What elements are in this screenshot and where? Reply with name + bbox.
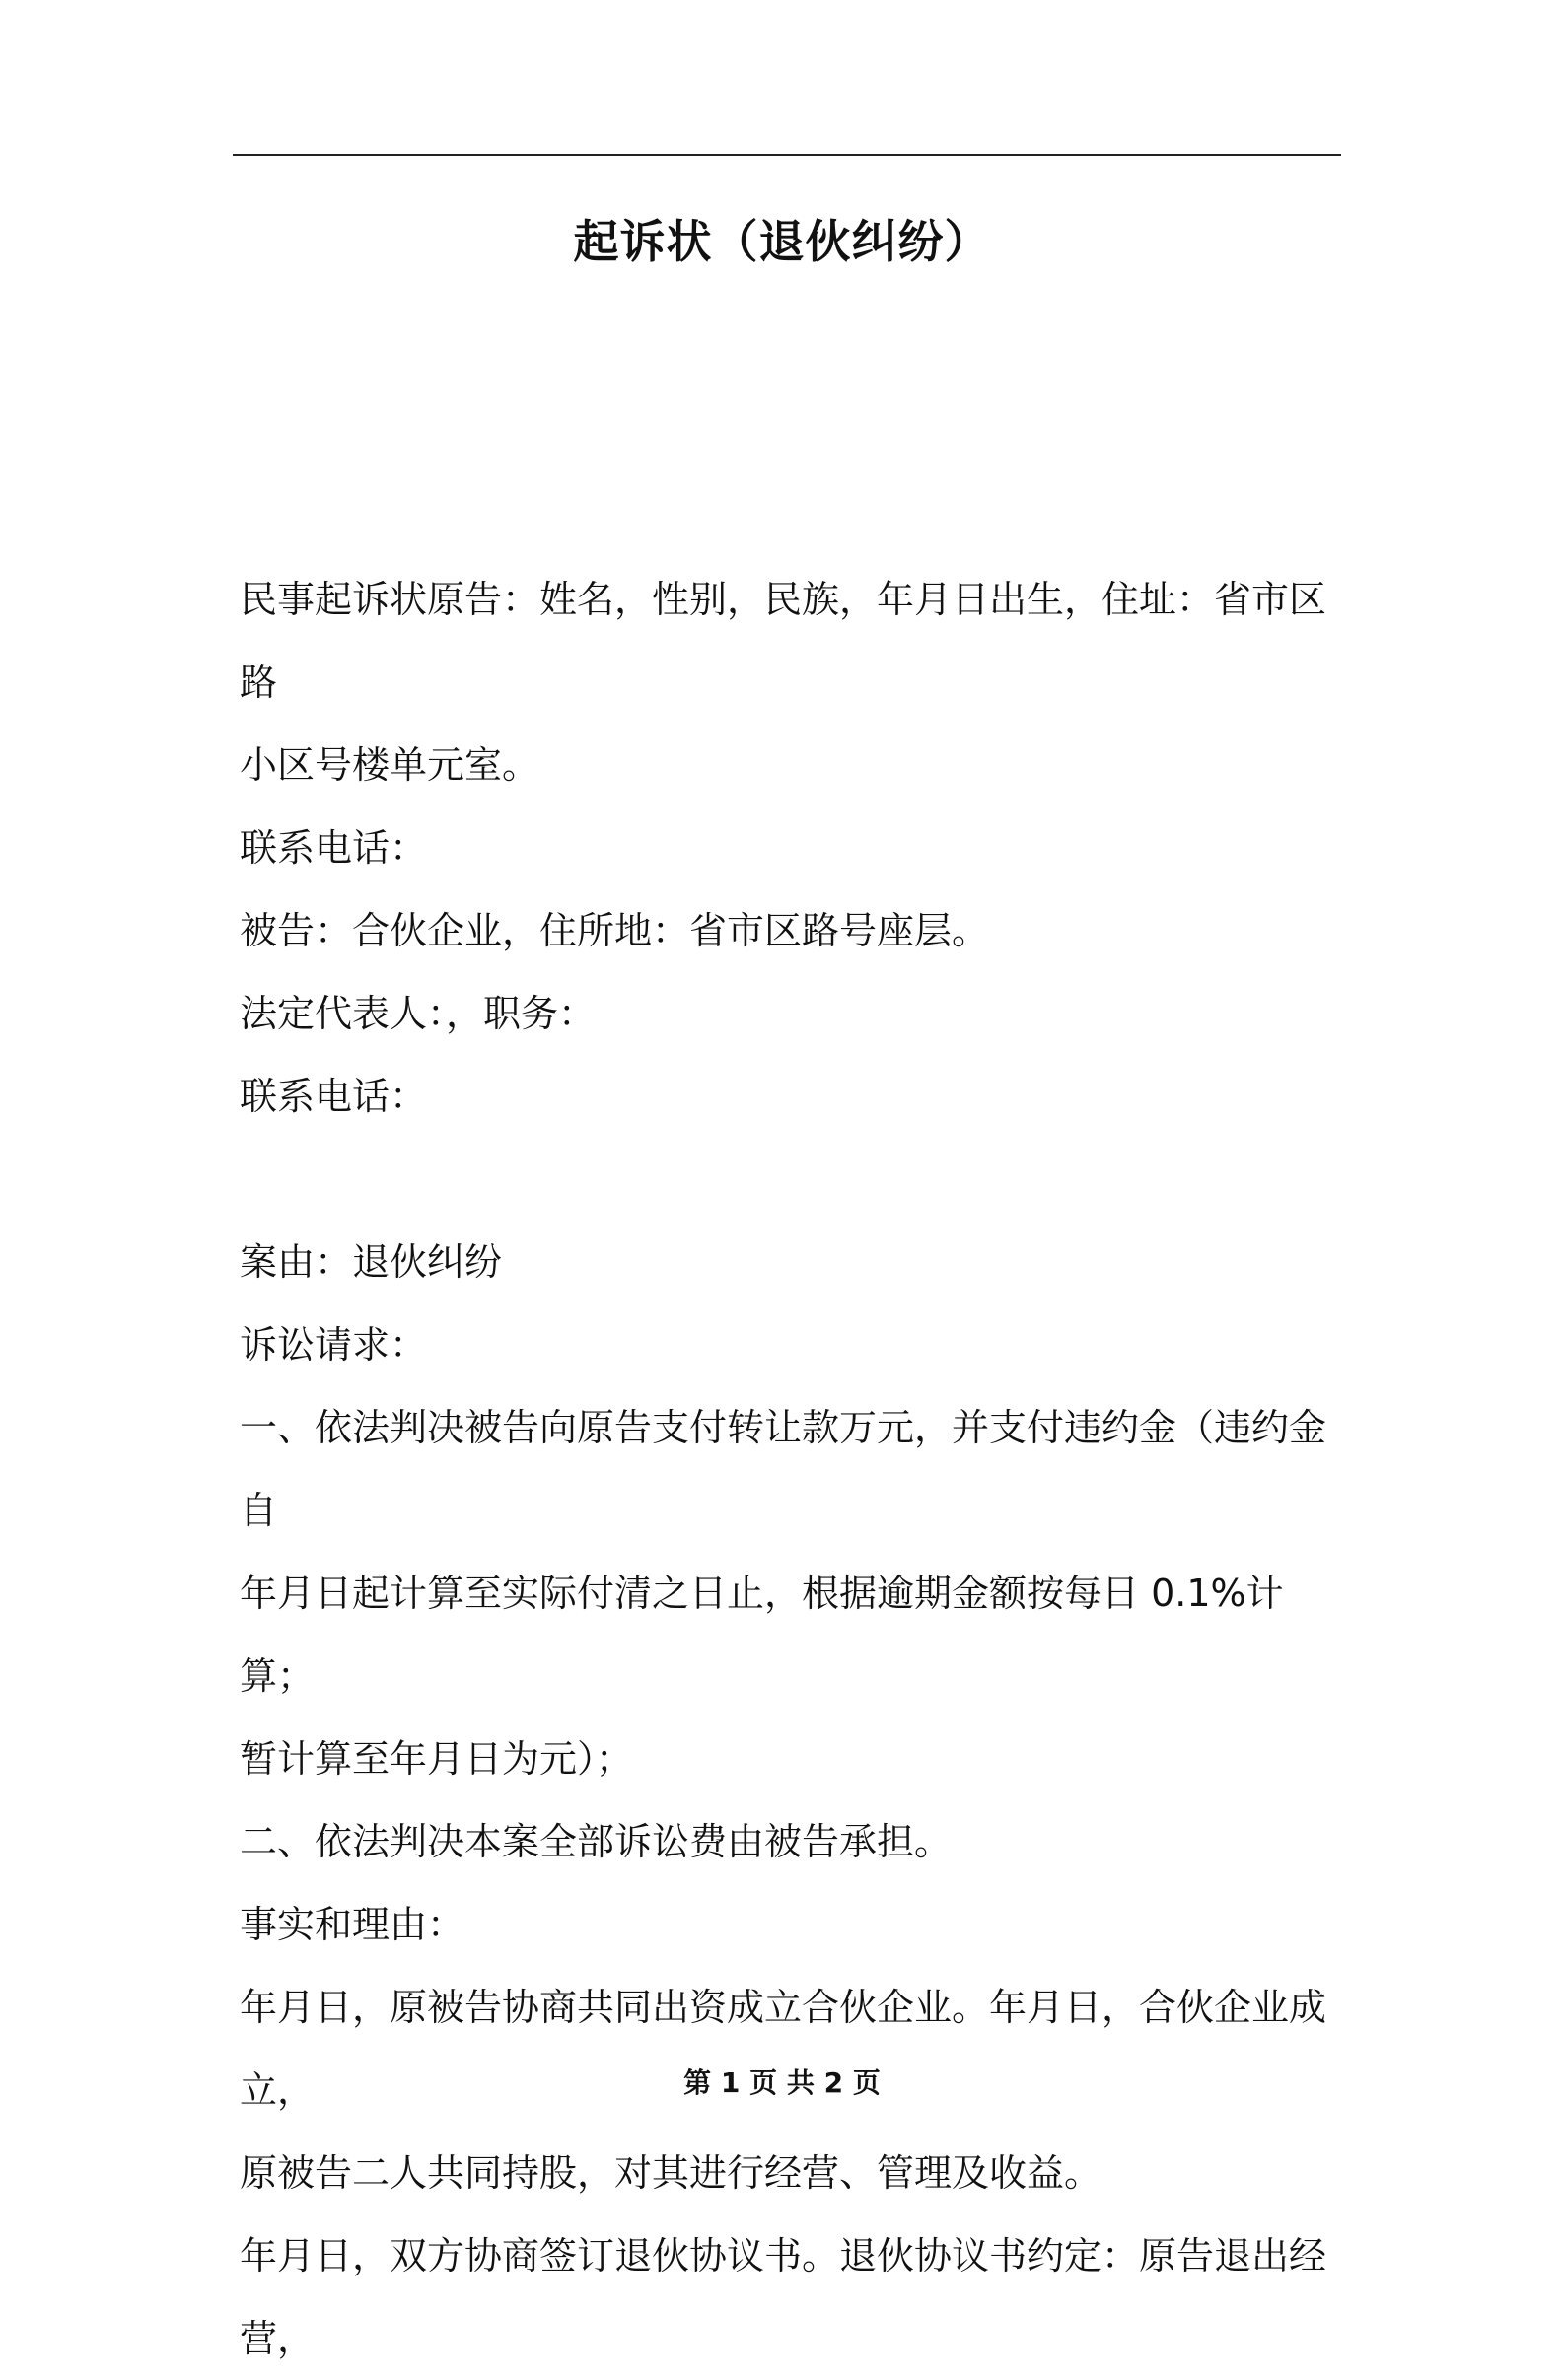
paragraph-defendant: 被告：合伙企业，住所地：省市区路号座层。 xyxy=(240,909,990,952)
paragraph-claim-2: 二、依法判决本案全部诉讼费由被告承担。 xyxy=(240,1820,953,1863)
header-rule xyxy=(233,154,1341,156)
document-body xyxy=(240,558,1342,2380)
paragraph-facts-1-line1: 年月日，原被告协商共同出资成立合伙企业。年月日，合伙企业成立， xyxy=(240,1986,1327,2112)
paragraph-plaintiff-phone: 联系电话： xyxy=(240,826,428,870)
paragraph-claim-1-line2: 年月日起计算至实际付清之日止，根据逾期金额按每日 0.1%计算； xyxy=(240,1572,1284,1698)
paragraph-facts-heading: 事实和理由： xyxy=(240,1903,465,1946)
document-title: 起诉状（退伙纠纷） xyxy=(573,215,991,268)
paragraph-facts-1-line2: 原被告二人共同持股，对其进行经营、管理及收益。 xyxy=(240,2151,1102,2195)
paragraph-claim-1-line1: 一、依法判决被告向原告支付转让款万元，并支付违约金（违约金自 xyxy=(240,1406,1327,1532)
paragraph-plaintiff-line1: 民事起诉状原告：姓名，性别，民族，年月日出生，住址：省市区路 xyxy=(240,578,1327,704)
paragraph-claims-heading: 诉讼请求： xyxy=(240,1323,428,1366)
paragraph-defendant-phone: 联系电话： xyxy=(240,1075,428,1118)
paragraph-plaintiff-line2: 小区号楼单元室。 xyxy=(240,743,540,787)
paragraph-facts-2-line1: 年月日，双方协商签订退伙协议书。退伙协议书约定：原告退出经营， xyxy=(240,2234,1327,2360)
paragraph-cause: 案由：退伙纠纷 xyxy=(240,1240,503,1284)
paragraph-legal-representative: 法定代表人：，职务： xyxy=(240,992,597,1035)
paragraph-claim-1-line3: 暂计算至年月日为元）； xyxy=(240,1737,634,1781)
page-footer: 第 1 页 共 2 页 xyxy=(683,2066,881,2099)
blank-line xyxy=(240,1138,1342,1221)
